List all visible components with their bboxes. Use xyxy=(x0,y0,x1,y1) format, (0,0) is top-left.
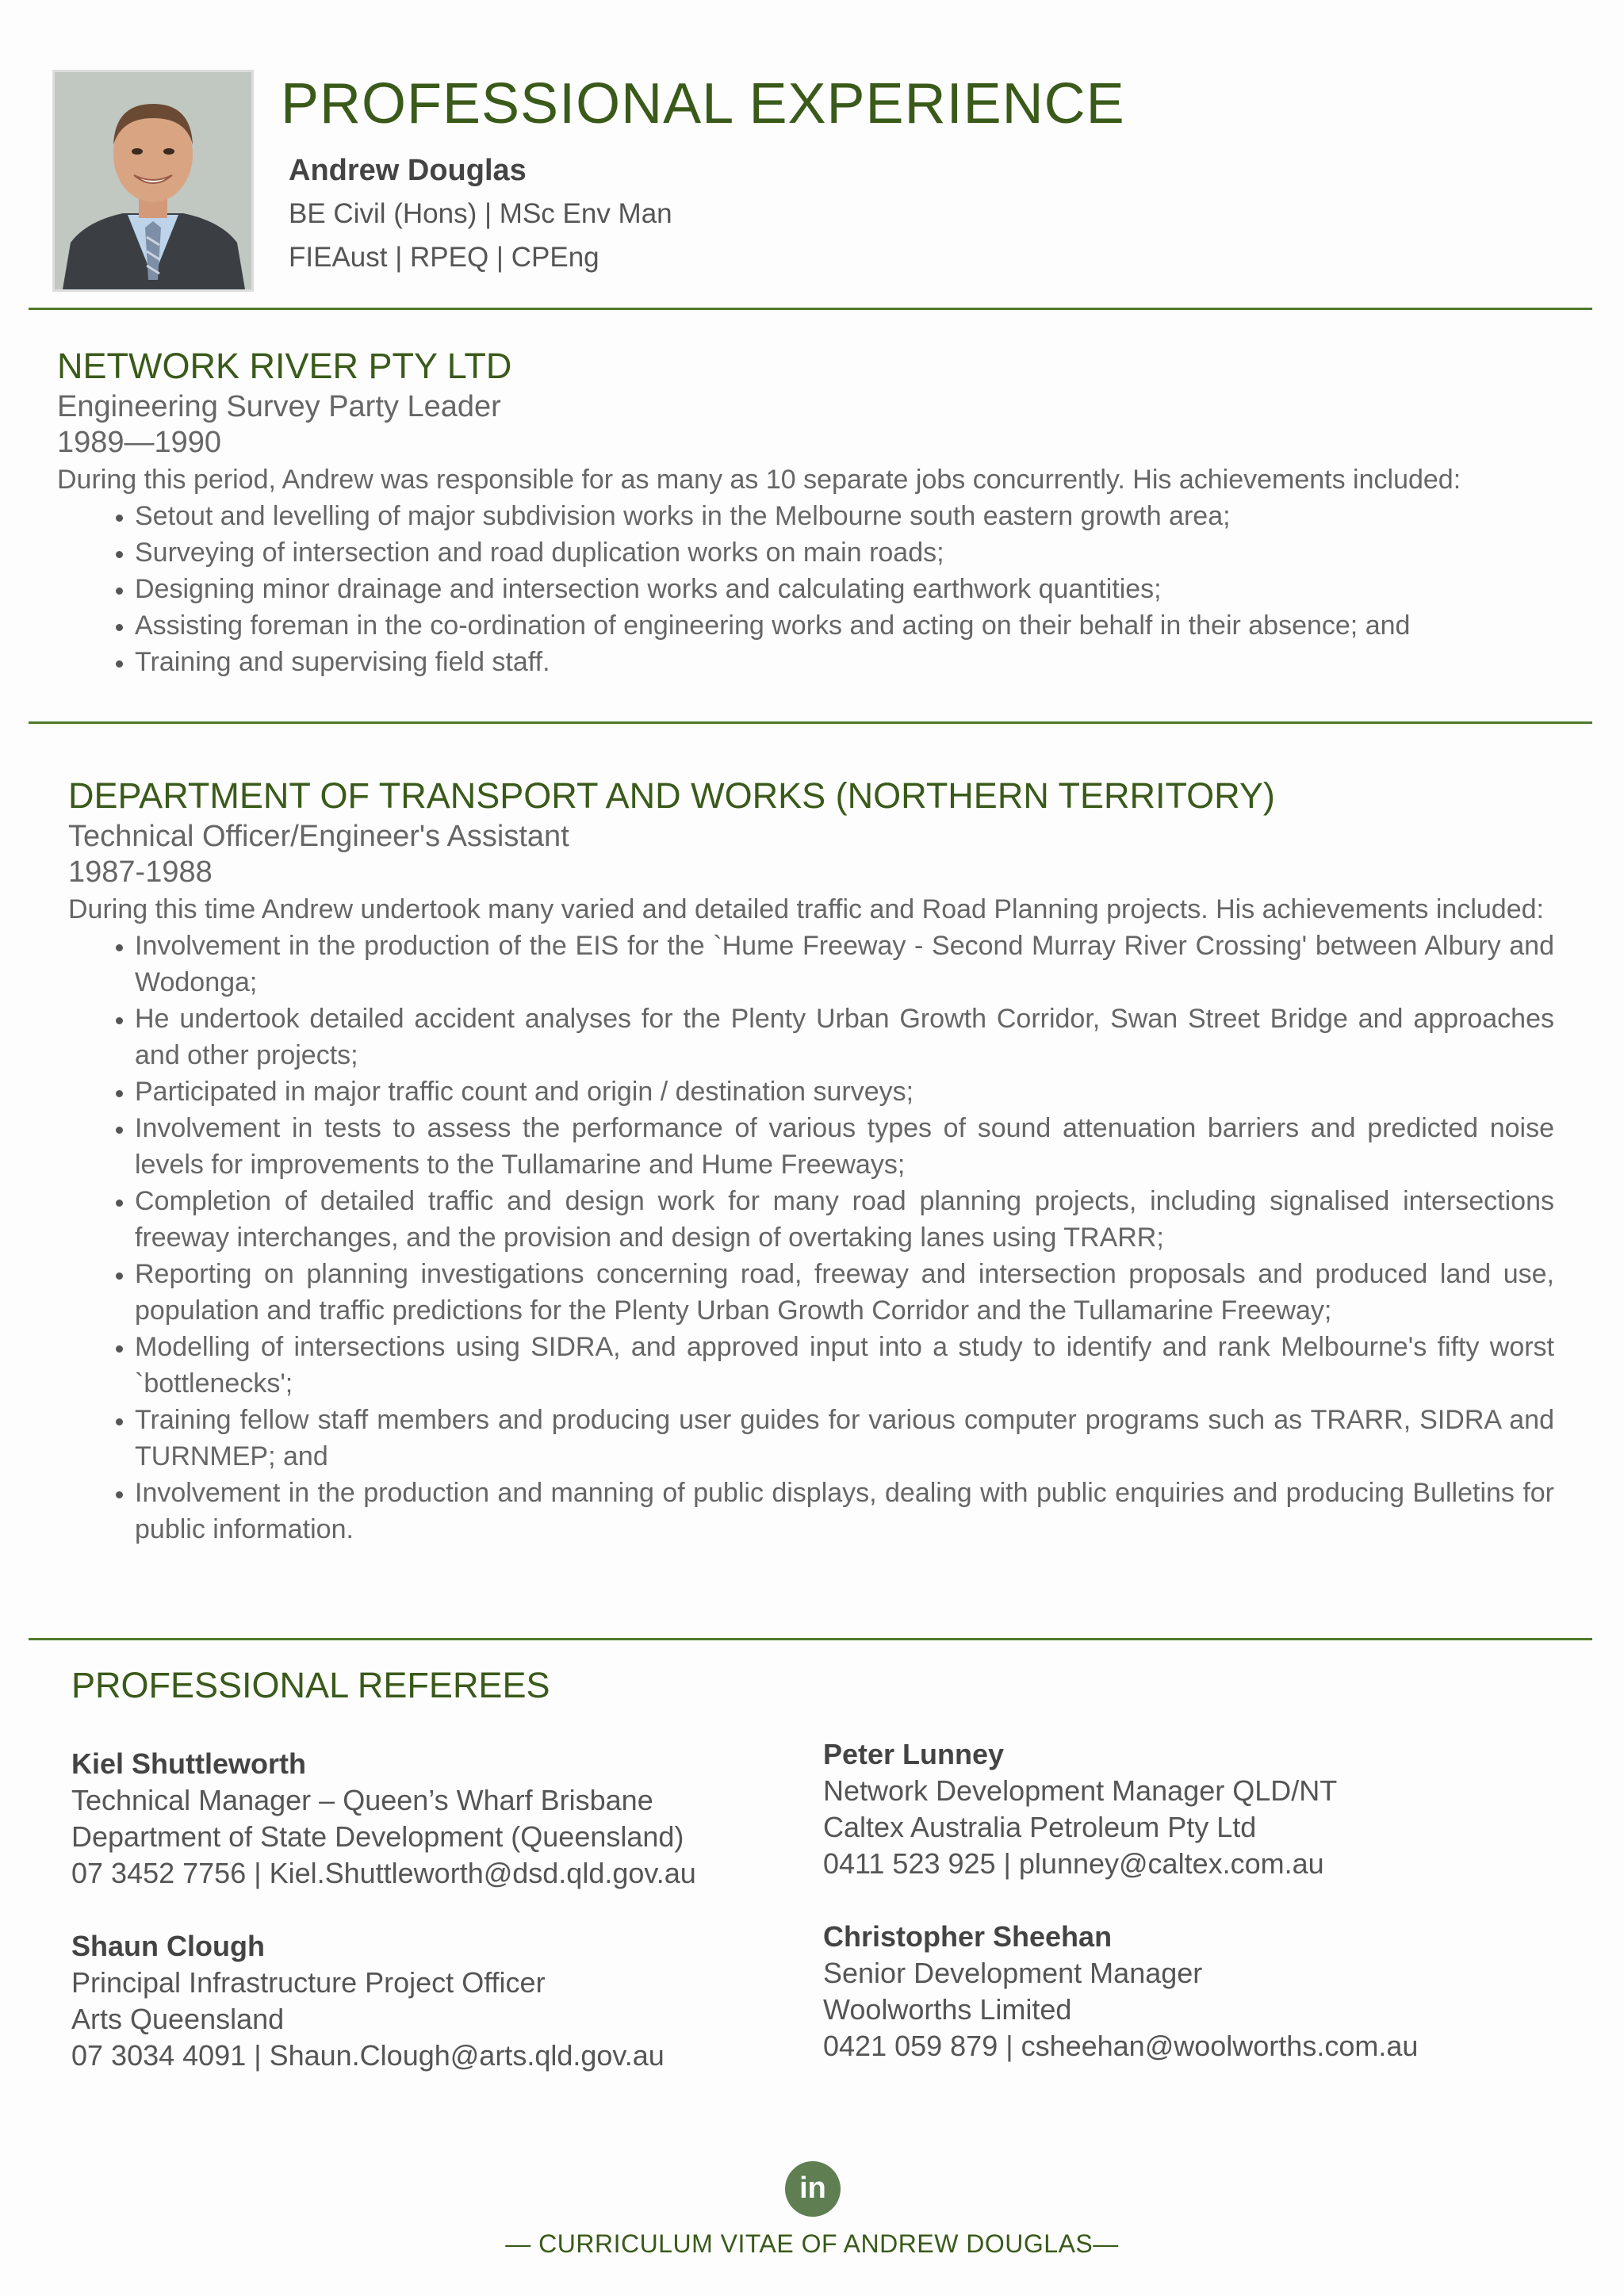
achievement-item: • Training fellow staff members and producing user guides for various computer programs such as TRARR, SIDRA and TURNMEP; and xyxy=(135,1402,1554,1475)
memberships: FIEAust | RPEQ | CPEng xyxy=(289,242,599,273)
referee-organisation: Woolworths Limited xyxy=(823,1993,1072,2026)
referee-contact: 07 3034 4091 | Shaun.Clough@arts.qld.gov.au xyxy=(71,2039,665,2072)
divider xyxy=(29,1638,1592,1640)
linkedin-icon[interactable]: in xyxy=(785,2161,841,2217)
job-years: 1989—1990 xyxy=(57,426,222,459)
achievement-item: • Setout and levelling of major subdivision works in the Melbourne south eastern growth area; xyxy=(135,498,1580,534)
qualifications: BE Civil (Hons) | MSc Env Man xyxy=(289,198,672,229)
achievement-item: • Reporting on planning investigations concerning road, freeway and intersection proposals and produced land use, population and traffic predictions for the Plenty Urban Growth Corridor and the Tullamarine Freeway; xyxy=(135,1256,1554,1329)
referee-card xyxy=(71,1746,696,1892)
achievement-item: • Surveying of intersection and road duplication works on main roads; xyxy=(135,534,1580,571)
referee-organisation: Department of State Development (Queensland) xyxy=(71,1820,684,1853)
referee-contact: 0421 059 879 | csheehan@woolworths.com.au xyxy=(823,2030,1419,2062)
referee-name: Christopher Sheehan xyxy=(823,1920,1113,1953)
referee-card xyxy=(823,1736,1337,1882)
referee-contact: 07 3452 7756 | Kiel.Shuttleworth@dsd.qld.gov.au xyxy=(71,1857,696,1889)
achievement-item: • Involvement in the production and manning of public displays, dealing with public enquiries and producing Bulletins for public information. xyxy=(135,1475,1554,1548)
company-name: NETWORK RIVER PTY LTD xyxy=(57,346,512,386)
referee-position: Technical Manager – Queen’s Wharf Brisbane xyxy=(71,1784,653,1816)
achievement-item: • Modelling of intersections using SIDRA, and approved input into a study to identify and rank Melbourne's fifty worst `bottlenecks'; xyxy=(135,1329,1554,1402)
achievement-item: • Assisting foreman in the co-ordination of engineering works and acting on their behalf in their absence; and xyxy=(135,607,1580,644)
job-role: Technical Officer/Engineer's Assistant xyxy=(68,820,569,853)
company-name: DEPARTMENT OF TRANSPORT AND WORKS (NORTHERN TERRITORY) xyxy=(68,775,1275,816)
job-section xyxy=(68,775,1554,1548)
referee-name: Peter Lunney xyxy=(823,1738,1005,1770)
referee-position: Senior Development Manager xyxy=(823,1957,1203,1989)
referee-card xyxy=(823,1919,1418,2064)
job-years: 1987-1988 xyxy=(68,855,213,889)
achievement-item: • Involvement in the production of the EIS for the `Hume Freeway - Second Murray River Crossing' between Albury and Wodonga; xyxy=(135,928,1554,1001)
referee-organisation: Arts Queensland xyxy=(71,2003,285,2035)
achievement-item: • Training and supervising field staff. xyxy=(135,644,1580,680)
referees-title: PROFESSIONAL REFEREES xyxy=(71,1665,550,1705)
achievement-item: • Participated in major traffic count and origin / destination surveys; xyxy=(135,1073,1554,1110)
profile-photo xyxy=(52,70,254,292)
portrait-illustration xyxy=(55,72,251,289)
referee-contact: 0411 523 925 | plunney@caltex.com.au xyxy=(823,1847,1324,1880)
referee-organisation: Caltex Australia Petroleum Pty Ltd xyxy=(823,1811,1257,1843)
achievement-list xyxy=(68,928,1554,1548)
referee-name: Kiel Shuttleworth xyxy=(71,1747,306,1780)
job-role: Engineering Survey Party Leader xyxy=(57,390,501,423)
footer-text: — CURRICULUM VITAE OF ANDREW DOUGLAS— xyxy=(505,2229,1119,2258)
candidate-name: Andrew Douglas xyxy=(289,154,527,187)
referee-position: Principal Infrastructure Project Officer xyxy=(71,1966,546,1999)
job-section xyxy=(57,346,1580,680)
page-title: PROFESSIONAL EXPERIENCE xyxy=(281,72,1125,136)
referee-position: Network Development Manager QLD/NT xyxy=(823,1774,1338,1807)
divider xyxy=(29,721,1592,724)
divider xyxy=(29,308,1592,310)
achievement-item: • Completion of detailed traffic and design work for many road planning projects, including signalised intersections freeway interchanges, and the provision and design of overtaking lanes using TRARR; xyxy=(135,1183,1554,1256)
achievement-item: • He undertook detailed accident analyses for the Plenty Urban Growth Corridor, Swan Street Bridge and approaches and other projects; xyxy=(135,1001,1554,1073)
job-intro: During this time Andrew undertook many varied and detailed traffic and Road Planning projects. His achievements included: xyxy=(68,894,1544,924)
achievement-item: • Involvement in tests to assess the performance of various types of sound attenuation barriers and predicted noise levels for improvements to the Tullamarine and Hume Freeways; xyxy=(135,1110,1554,1183)
achievement-list xyxy=(57,498,1580,680)
referee-name: Shaun Clough xyxy=(71,1930,265,1962)
achievement-item: • Designing minor drainage and intersection works and calculating earthwork quantities; xyxy=(135,571,1580,607)
referee-card xyxy=(71,1928,665,2074)
job-intro: During this period, Andrew was responsible for as many as 10 separate jobs concurrently. His achievements included: xyxy=(57,465,1461,495)
